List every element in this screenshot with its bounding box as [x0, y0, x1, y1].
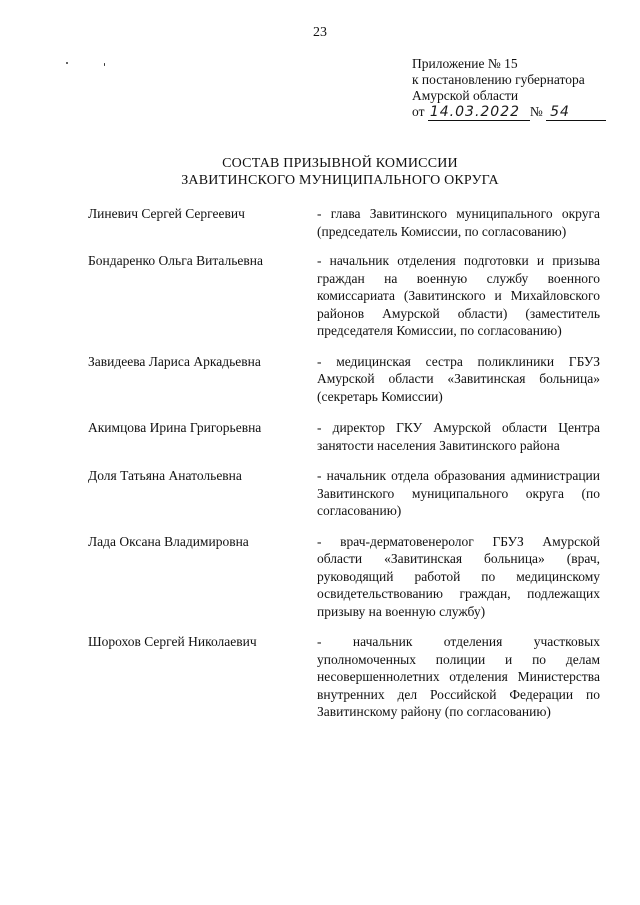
member-name: Завидеева Лариса Аркадьевна [88, 353, 261, 369]
scan-speck [66, 62, 68, 64]
handwritten-date: 14.03.2022 [428, 104, 530, 121]
scan-speck [104, 63, 105, 66]
commission-members-list [88, 205, 600, 721]
member-row [88, 419, 600, 454]
member-name: Акимцова Ирина Григорьевна [88, 420, 262, 435]
member-role: - глава Завитинского муниципального округа (председатель Комиссии, по согласованию) [317, 206, 600, 239]
number-sign: № [529, 104, 543, 119]
page-number: 23 [313, 25, 327, 40]
member-role: - начальник отделения подготовки и призыва граждан на военную службу военного комиссариата (Завитинского и Михайловского районов Амурской области) (заместитель председателя Комиссии, по согласованию) [317, 253, 600, 338]
member-name: Лада Оксана Владимировна [88, 533, 249, 549]
document-title [0, 155, 640, 189]
handwritten-number: 54 [546, 104, 606, 121]
member-row [88, 353, 600, 406]
member-role: - директор ГКУ Амурской области Центра занятости населения Завитинского района [317, 420, 600, 453]
member-row [88, 467, 600, 520]
annex-header [412, 56, 606, 121]
member-role: - начальник отдела образования администрации Завитинского муниципального округа (по согласованию) [317, 468, 600, 518]
member-row [88, 205, 600, 240]
annex-title: Приложение № 15 [412, 56, 518, 71]
date-prefix: от [412, 104, 425, 119]
member-role: - медицинская сестра поликлиники ГБУЗ Амурской области «Завитинская больница» (секретарь Комиссии) [317, 353, 600, 404]
member-name: Линевич Сергей Сергеевич [88, 206, 245, 221]
annex-date-line [412, 104, 606, 121]
member-name: Бондаренко Ольга Витальевна [88, 253, 263, 268]
member-role: - начальник отделения участковых уполномоченных полиции и по делам несовершеннолетних отделения Министерства внутренних дел Российской Федерации по Завитинскому району (по согласованию) [317, 634, 600, 719]
annex-region: Амурской области [412, 88, 519, 103]
member-name: Шорохов Сергей Николаевич [88, 634, 257, 649]
title-line-2: ЗАВИТИНСКОГО МУНИЦИПАЛЬНОГО ОКРУГА [181, 173, 499, 188]
member-role: - врач-дерматовенеролог ГБУЗ Амурской области «Завитинская больница» (врач, руководящий работой по медицинскому освидетельствованию граждан, подлежащих призыву на военную службу) [317, 533, 600, 619]
title-line-1: СОСТАВ ПРИЗЫВНОЙ КОМИССИИ [222, 156, 458, 171]
member-row [88, 633, 600, 721]
member-name: Доля Татьяна Анатольевна [88, 468, 242, 483]
member-row [88, 252, 600, 340]
member-row [88, 533, 600, 621]
annex-reference: к постановлению губернатора [412, 72, 585, 87]
